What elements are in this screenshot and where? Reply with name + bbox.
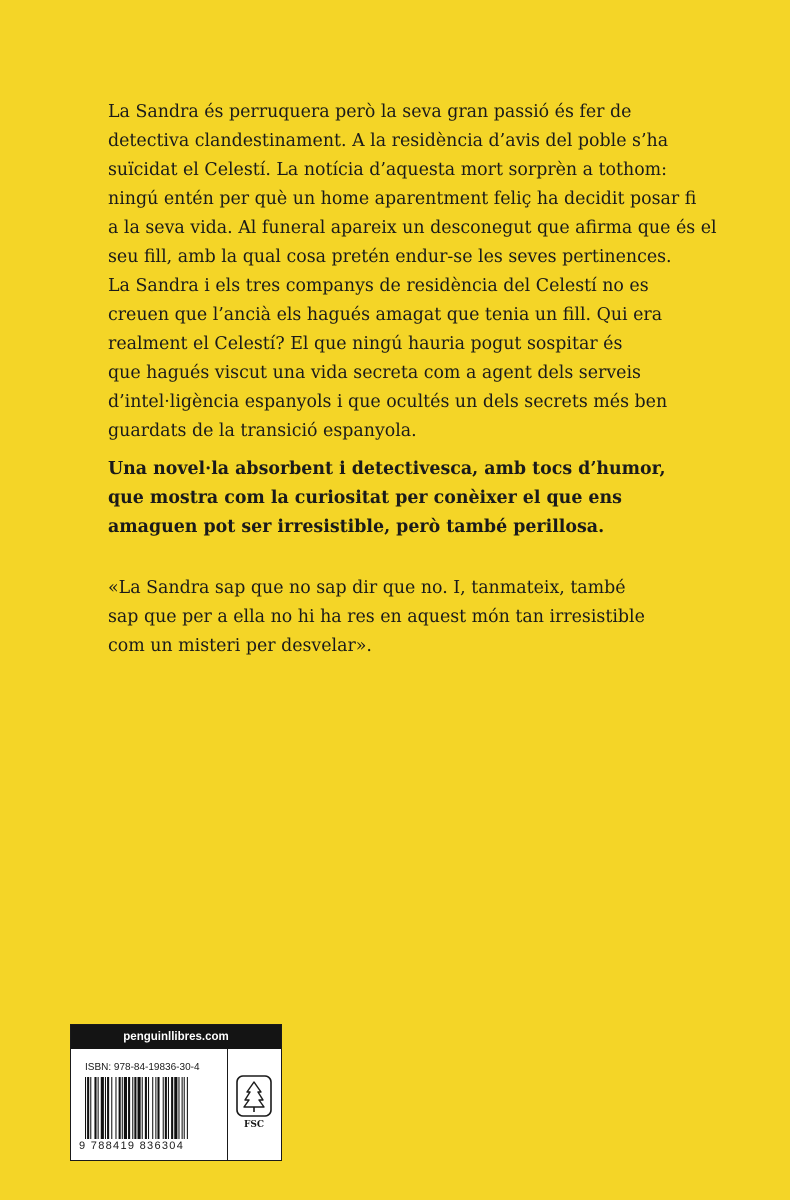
website-label: penguinllibres.com <box>71 1025 281 1049</box>
synopsis-line: La Sandra és perruquera però la seva gran passió és fer de <box>108 102 632 122</box>
barcode-digits: 9 788419 836304 <box>79 1140 185 1152</box>
divider <box>227 1049 228 1160</box>
fsc-label: FSC <box>243 1120 265 1130</box>
tagline-line: que mostra com la curiositat per conèixer el que ens <box>108 488 622 508</box>
tagline-line: Una novel·la absorbent i detectivesca, amb tocs d’humor, <box>108 459 666 479</box>
synopsis-line: detectiva clandestinament. A la residència d’avis del poble s’ha <box>108 131 669 151</box>
quote-line: «La Sandra sap que no sap dir que no. I, tanmateix, també <box>108 578 626 598</box>
barcode-box <box>70 1024 282 1161</box>
synopsis-line: creuen que l’ancià els hagués amagat que tenia un fill. Qui era <box>108 305 663 325</box>
synopsis-line: suïcidat el Celestí. La notícia d’aquesta mort sorprèn a tothom: <box>108 160 668 180</box>
synopsis-line: realment el Celestí? El que ningú hauria pogut sospitar és <box>108 334 623 354</box>
synopsis-paragraph <box>108 98 748 446</box>
tagline-line: amaguen pot ser irresistible, però també perillosa. <box>108 517 605 537</box>
tagline-paragraph <box>108 455 748 542</box>
synopsis-line: d’intel·ligència espanyols i que ocultés un dels secrets més ben <box>108 392 668 412</box>
barcode-icon <box>85 1077 215 1139</box>
synopsis-line: guardats de la transició espanyola. <box>108 421 417 441</box>
quote-line: sap que per a ella no hi ha res en aquest món tan irresistible <box>108 607 645 627</box>
isbn-label: ISBN: 978-84-19836-30-4 <box>85 1062 200 1073</box>
synopsis-line: La Sandra i els tres companys de residència del Celestí no es <box>108 276 649 296</box>
fsc-tree-icon <box>236 1075 272 1131</box>
quote-paragraph <box>108 574 748 661</box>
quote-line: com un misteri per desvelar». <box>108 636 372 656</box>
synopsis-line: seu fill, amb la qual cosa pretén endur-se les seves pertinences. <box>108 247 672 267</box>
synopsis-line: a la seva vida. Al funeral apareix un desconegut que afirma que és el <box>108 218 717 238</box>
synopsis-line: que hagués viscut una vida secreta com a agent dels serveis <box>108 363 641 383</box>
synopsis-line: ningú entén per què un home aparentment feliç ha decidit posar fi <box>108 189 697 209</box>
